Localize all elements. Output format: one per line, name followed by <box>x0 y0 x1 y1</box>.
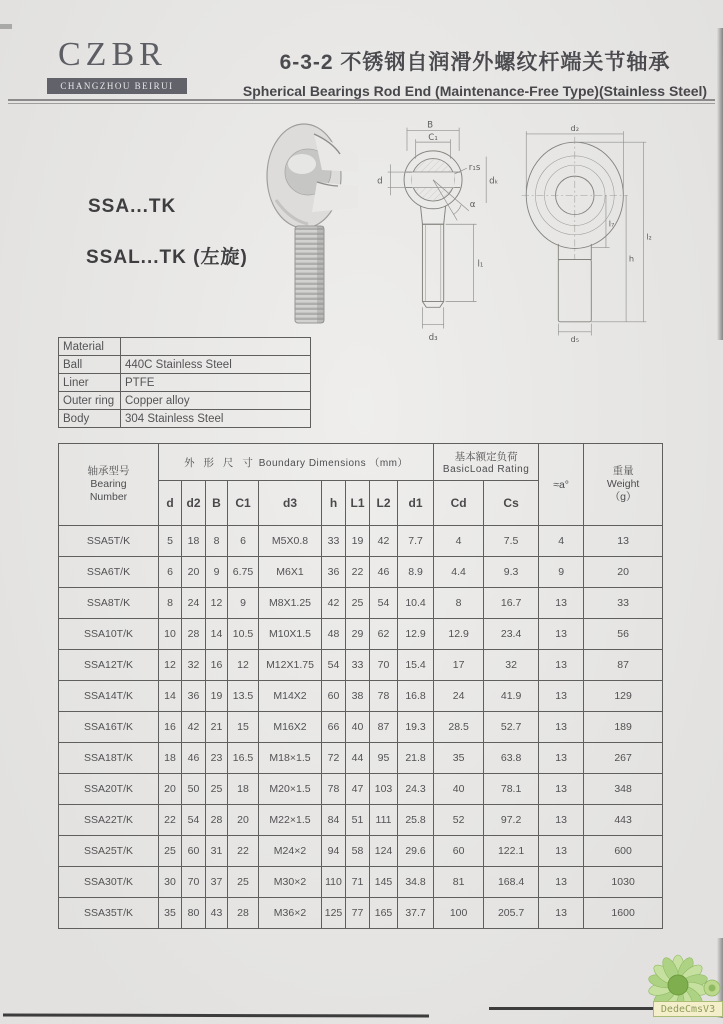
value-cell: 5 <box>159 526 182 557</box>
material-value-cell <box>121 338 311 356</box>
value-cell: 66 <box>322 712 346 743</box>
value-cell: 13 <box>584 526 663 557</box>
value-cell: 145 <box>370 867 398 898</box>
dim-label-l1: l₁ <box>477 259 484 270</box>
value-cell: 19.3 <box>398 712 434 743</box>
material-value-cell: 304 Stainless Steel <box>121 410 311 428</box>
value-cell: 15 <box>228 712 259 743</box>
value-cell: 9 <box>539 557 584 588</box>
table-row <box>59 681 663 712</box>
col-header-bearing-en2: Number <box>89 491 128 503</box>
value-cell: 30 <box>159 867 182 898</box>
value-cell: 42 <box>182 712 206 743</box>
value-cell: 40 <box>346 712 370 743</box>
material-label-cell: Ball <box>59 356 121 374</box>
value-cell: 348 <box>584 774 663 805</box>
product-code-ssa: SSA...TK <box>88 196 177 217</box>
value-cell: 54 <box>182 805 206 836</box>
value-cell: 21.8 <box>398 743 434 774</box>
value-cell: 13 <box>539 743 584 774</box>
value-cell: 22 <box>228 836 259 867</box>
value-cell: 20 <box>182 557 206 588</box>
table-row <box>59 712 663 743</box>
value-cell: 22 <box>346 557 370 588</box>
value-cell: 13 <box>539 898 584 929</box>
table-row <box>59 805 663 836</box>
col-header-bearing-en1: Bearing <box>90 478 127 490</box>
value-cell: 6 <box>228 526 259 557</box>
value-cell: 71 <box>346 867 370 898</box>
value-cell: 7.7 <box>398 526 434 557</box>
value-cell: 13 <box>539 774 584 805</box>
col-header-d3: d3 <box>259 481 322 526</box>
value-cell: M14X2 <box>259 681 322 712</box>
value-cell: 56 <box>584 619 663 650</box>
value-cell: 47 <box>346 774 370 805</box>
col-header-weight-en: Weight <box>606 478 640 490</box>
value-cell: 44 <box>346 743 370 774</box>
bearing-number-cell: SSA30T/K <box>59 867 159 898</box>
value-cell: 10.5 <box>228 619 259 650</box>
rod-end-front-diagram <box>518 122 660 342</box>
value-cell: 37.7 <box>398 898 434 929</box>
value-cell: 80 <box>182 898 206 929</box>
value-cell: 42 <box>370 526 398 557</box>
value-cell: 32 <box>182 650 206 681</box>
value-cell: 28.5 <box>434 712 484 743</box>
value-cell: 58 <box>346 836 370 867</box>
value-cell: 18 <box>228 774 259 805</box>
value-cell: 48 <box>322 619 346 650</box>
value-cell: 13 <box>539 712 584 743</box>
value-cell: 87 <box>370 712 398 743</box>
material-label-cell: Body <box>59 410 121 428</box>
col-header-L1: L1 <box>346 481 370 526</box>
value-cell: 13 <box>539 681 584 712</box>
table-row <box>59 557 663 588</box>
value-cell: 54 <box>322 650 346 681</box>
value-cell: 13 <box>539 867 584 898</box>
value-cell: 13 <box>539 836 584 867</box>
rod-end-section-diagram <box>372 118 498 344</box>
value-cell: 103 <box>370 774 398 805</box>
value-cell: 189 <box>584 712 663 743</box>
group-header-dimensions <box>159 444 434 481</box>
dim-label-d5: d₅ <box>570 333 580 342</box>
material-table <box>58 337 311 428</box>
value-cell: 129 <box>584 681 663 712</box>
value-cell: 41.9 <box>484 681 539 712</box>
bearing-number-cell: SSA35T/K <box>59 898 159 929</box>
value-cell: 13.5 <box>228 681 259 712</box>
dim-label-dK: dₖ <box>489 176 498 187</box>
material-table-body <box>59 338 311 428</box>
value-cell: 25.8 <box>398 805 434 836</box>
value-cell: 600 <box>584 836 663 867</box>
value-cell: 18 <box>182 526 206 557</box>
value-cell: 95 <box>370 743 398 774</box>
value-cell: 8 <box>434 588 484 619</box>
value-cell: 12 <box>228 650 259 681</box>
value-cell: 33 <box>322 526 346 557</box>
value-cell: 14 <box>159 681 182 712</box>
value-cell: 267 <box>584 743 663 774</box>
value-cell: 13 <box>539 588 584 619</box>
bearing-number-cell: SSA10T/K <box>59 619 159 650</box>
value-cell: 34.8 <box>398 867 434 898</box>
value-cell: 29 <box>346 619 370 650</box>
dim-label-d3: d₃ <box>428 333 438 344</box>
value-cell: 1600 <box>584 898 663 929</box>
value-cell: 443 <box>584 805 663 836</box>
value-cell: M36×2 <box>259 898 322 929</box>
value-cell: 124 <box>370 836 398 867</box>
group-header-dimensions-en: Boundary Dimensions （mm） <box>258 458 409 469</box>
material-row <box>59 338 311 356</box>
bearing-number-cell: SSA6T/K <box>59 557 159 588</box>
value-cell: 37 <box>206 867 228 898</box>
col-header-C1: C1 <box>228 481 259 526</box>
dim-label-B: B <box>427 120 434 131</box>
table-row <box>59 836 663 867</box>
col-header-L2: L2 <box>370 481 398 526</box>
value-cell: 29.6 <box>398 836 434 867</box>
material-label-cell: Liner <box>59 374 121 392</box>
value-cell: 13 <box>539 805 584 836</box>
value-cell: 4 <box>539 526 584 557</box>
value-cell: 16.5 <box>228 743 259 774</box>
value-cell: 1030 <box>584 867 663 898</box>
value-cell: M12X1.75 <box>259 650 322 681</box>
value-cell: 6.75 <box>228 557 259 588</box>
value-cell: 78 <box>370 681 398 712</box>
scan-line-left <box>3 1013 429 1017</box>
value-cell: 9 <box>206 557 228 588</box>
table-row <box>59 619 663 650</box>
value-cell: 35 <box>159 898 182 929</box>
value-cell: 12 <box>159 650 182 681</box>
value-cell: 84 <box>322 805 346 836</box>
material-row <box>59 410 311 428</box>
dim-label-d2: d₂ <box>570 123 580 134</box>
bearing-number-cell: SSA25T/K <box>59 836 159 867</box>
col-header-weight <box>584 444 663 526</box>
value-cell: 12.9 <box>398 619 434 650</box>
group-header-dimensions-cn: 外 形 尺 寸 <box>184 457 256 469</box>
company-logo: CZBR <box>58 36 167 73</box>
material-value-cell: PTFE <box>121 374 311 392</box>
value-cell: 40 <box>434 774 484 805</box>
value-cell: 70 <box>370 650 398 681</box>
value-cell: 81 <box>434 867 484 898</box>
value-cell: 16 <box>206 650 228 681</box>
value-cell: 6 <box>159 557 182 588</box>
value-cell: M16X2 <box>259 712 322 743</box>
scan-artifact <box>0 24 12 29</box>
watermark-badge <box>653 1001 723 1017</box>
value-cell: M8X1.25 <box>259 588 322 619</box>
value-cell: 10 <box>159 619 182 650</box>
value-cell: M24×2 <box>259 836 322 867</box>
value-cell: 21 <box>206 712 228 743</box>
value-cell: 70 <box>182 867 206 898</box>
col-header-weight-unit: （g） <box>609 491 637 503</box>
value-cell: 25 <box>346 588 370 619</box>
value-cell: 50 <box>182 774 206 805</box>
scan-edge-shadow-top <box>717 28 723 340</box>
group-header-load-en: BasicLoad Rating <box>442 464 530 475</box>
table-row <box>59 588 663 619</box>
table-row <box>59 526 663 557</box>
value-cell: 165 <box>370 898 398 929</box>
col-header-angle: ≈a° <box>539 444 584 526</box>
value-cell: 25 <box>228 867 259 898</box>
value-cell: 78 <box>322 774 346 805</box>
product-code-ssal: SSAL...TK (左旋) <box>86 247 248 268</box>
value-cell: 13 <box>539 650 584 681</box>
value-cell: 51 <box>346 805 370 836</box>
value-cell: 28 <box>206 805 228 836</box>
bearing-number-cell: SSA20T/K <box>59 774 159 805</box>
col-header-bearing <box>59 444 159 526</box>
table-row <box>59 774 663 805</box>
col-header-d: d <box>159 481 182 526</box>
value-cell: 111 <box>370 805 398 836</box>
value-cell: 52.7 <box>484 712 539 743</box>
dim-label-h: h <box>628 253 635 264</box>
value-cell: 18 <box>159 743 182 774</box>
bearing-number-cell: SSA12T/K <box>59 650 159 681</box>
col-header-d1: d1 <box>398 481 434 526</box>
table-row <box>59 898 663 929</box>
value-cell: 36 <box>322 557 346 588</box>
value-cell: 32 <box>484 650 539 681</box>
value-cell: 25 <box>206 774 228 805</box>
value-cell: M30×2 <box>259 867 322 898</box>
value-cell: 62 <box>370 619 398 650</box>
value-cell: 12 <box>206 588 228 619</box>
col-header-Cs: Cs <box>484 481 539 526</box>
value-cell: 20 <box>584 557 663 588</box>
value-cell: 7.5 <box>484 526 539 557</box>
value-cell: 46 <box>182 743 206 774</box>
col-header-bearing-cn: 轴承型号 <box>87 465 130 477</box>
dim-label-alpha: α <box>469 199 476 210</box>
value-cell: 23 <box>206 743 228 774</box>
col-header-B: B <box>206 481 228 526</box>
bearing-number-cell: SSA16T/K <box>59 712 159 743</box>
bearing-number-cell: SSA8T/K <box>59 588 159 619</box>
value-cell: M5X0.8 <box>259 526 322 557</box>
value-cell: M6X1 <box>259 557 322 588</box>
value-cell: 24.3 <box>398 774 434 805</box>
value-cell: 60 <box>434 836 484 867</box>
dim-label-C1: C₁ <box>428 133 438 144</box>
value-cell: 33 <box>346 650 370 681</box>
value-cell: 60 <box>322 681 346 712</box>
col-header-weight-cn: 重量 <box>612 465 634 477</box>
value-cell: 8 <box>206 526 228 557</box>
value-cell: 28 <box>182 619 206 650</box>
col-header-h: h <box>322 481 346 526</box>
material-row <box>59 374 311 392</box>
value-cell: 10.4 <box>398 588 434 619</box>
group-header-load-rating <box>434 444 539 481</box>
value-cell: 168.4 <box>484 867 539 898</box>
value-cell: 46 <box>370 557 398 588</box>
material-row <box>59 356 311 374</box>
value-cell: 52 <box>434 805 484 836</box>
table-row <box>59 650 663 681</box>
main-table-body <box>59 526 663 929</box>
value-cell: M20×1.5 <box>259 774 322 805</box>
value-cell: 22 <box>159 805 182 836</box>
value-cell: 8.9 <box>398 557 434 588</box>
value-cell: 24 <box>434 681 484 712</box>
value-cell: 25 <box>159 836 182 867</box>
group-header-load-cn: 基本额定负荷 <box>454 451 518 463</box>
bearing-number-cell: SSA14T/K <box>59 681 159 712</box>
value-cell: 54 <box>370 588 398 619</box>
value-cell: 72 <box>322 743 346 774</box>
value-cell: 19 <box>346 526 370 557</box>
bearing-number-cell: SSA22T/K <box>59 805 159 836</box>
value-cell: 42 <box>322 588 346 619</box>
value-cell: 35 <box>434 743 484 774</box>
value-cell: M10X1.5 <box>259 619 322 650</box>
page-title-en: Spherical Bearings Rod End (Maintenance-Free Type)(Stainless Steel) <box>242 83 708 99</box>
value-cell: 16.8 <box>398 681 434 712</box>
value-cell: 9.3 <box>484 557 539 588</box>
watermark-text: DedeCmsV3 <box>660 1003 716 1015</box>
value-cell: 15.4 <box>398 650 434 681</box>
table-row <box>59 867 663 898</box>
page-title-cn: 6-3-2 不锈钢自润滑外螺纹杆端关节轴承 <box>279 51 671 74</box>
value-cell: 20 <box>228 805 259 836</box>
value-cell: 78.1 <box>484 774 539 805</box>
table-group-header-row <box>59 444 663 481</box>
value-cell: 43 <box>206 898 228 929</box>
value-cell: 77 <box>346 898 370 929</box>
value-cell: 33 <box>584 588 663 619</box>
value-cell: 87 <box>584 650 663 681</box>
material-value-cell: Copper alloy <box>121 392 311 410</box>
material-label-cell: Outer ring <box>59 392 121 410</box>
page-title-block <box>238 46 712 99</box>
value-cell: 122.1 <box>484 836 539 867</box>
value-cell: 23.4 <box>484 619 539 650</box>
value-cell: 16 <box>159 712 182 743</box>
material-label-cell: Material <box>59 338 121 356</box>
value-cell: 19 <box>206 681 228 712</box>
value-cell: 4.4 <box>434 557 484 588</box>
value-cell: 14 <box>206 619 228 650</box>
value-cell: 125 <box>322 898 346 929</box>
header-divider <box>8 99 715 104</box>
value-cell: 28 <box>228 898 259 929</box>
dim-label-d: d <box>377 176 383 187</box>
col-header-Cd: Cd <box>434 481 484 526</box>
value-cell: 97.2 <box>484 805 539 836</box>
company-logo-subtext: CHANGZHOU BEIRUI <box>60 81 174 91</box>
value-cell: M22×1.5 <box>259 805 322 836</box>
value-cell: 38 <box>346 681 370 712</box>
bearing-number-cell: SSA5T/K <box>59 526 159 557</box>
dim-label-r1s: r₁s <box>468 163 481 174</box>
dimension-table <box>58 443 663 929</box>
value-cell: 8 <box>159 588 182 619</box>
value-cell: 20 <box>159 774 182 805</box>
material-value-cell: 440C Stainless Steel <box>121 356 311 374</box>
value-cell: 13 <box>539 619 584 650</box>
value-cell: 60 <box>182 836 206 867</box>
value-cell: 63.8 <box>484 743 539 774</box>
value-cell: 4 <box>434 526 484 557</box>
rod-end-photo-illustration <box>262 120 358 334</box>
dim-label-l7: l₇ <box>608 218 615 229</box>
table-row <box>59 743 663 774</box>
value-cell: 31 <box>206 836 228 867</box>
value-cell: 16.7 <box>484 588 539 619</box>
bearing-number-cell: SSA18T/K <box>59 743 159 774</box>
value-cell: 94 <box>322 836 346 867</box>
value-cell: 12.9 <box>434 619 484 650</box>
value-cell: 36 <box>182 681 206 712</box>
value-cell: 110 <box>322 867 346 898</box>
value-cell: 24 <box>182 588 206 619</box>
col-header-d2: d2 <box>182 481 206 526</box>
value-cell: 100 <box>434 898 484 929</box>
dim-label-l2: l₂ <box>646 231 652 242</box>
value-cell: 17 <box>434 650 484 681</box>
value-cell: 205.7 <box>484 898 539 929</box>
company-logo-bar <box>47 78 187 94</box>
material-row <box>59 392 311 410</box>
value-cell: M18×1.5 <box>259 743 322 774</box>
value-cell: 9 <box>228 588 259 619</box>
